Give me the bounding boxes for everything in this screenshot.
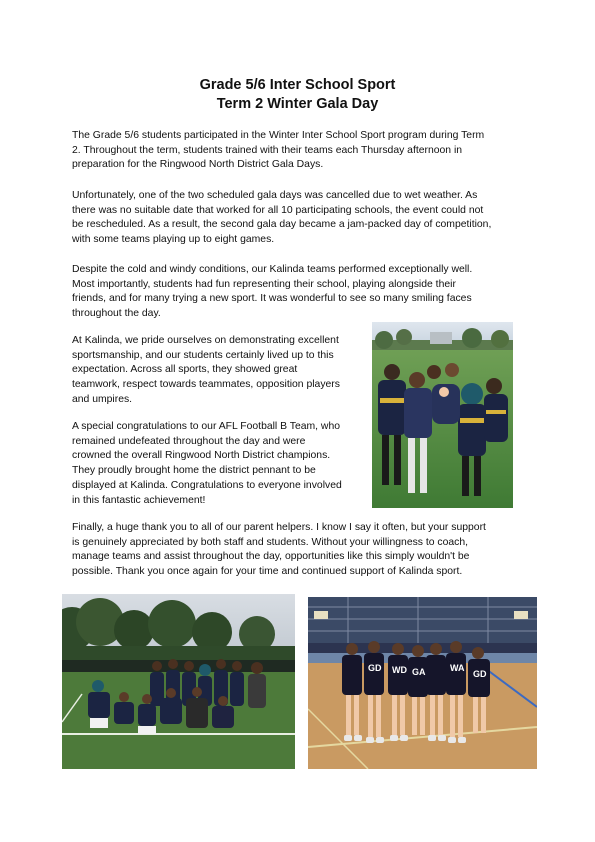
svg-text:GD: GD (368, 663, 382, 673)
text-line: Finally, a huge thank you to all of our parent helpers. I know I say it often, but your support (72, 522, 486, 533)
svg-text:WA: WA (450, 663, 465, 673)
text-line: 2. Throughout the term, students trained with their teams each Thursday afternoon in (72, 144, 463, 156)
title-line-2: Term 2 Winter Gala Day (216, 96, 379, 112)
paragraph-sportsmanship (72, 334, 340, 408)
svg-text:WD: WD (392, 665, 407, 675)
paragraph-afl-champions (72, 420, 342, 508)
text-line: be rescheduled. As a result, the second gala day became a jam-packed day of competition, (72, 219, 492, 231)
svg-text:GD: GD (473, 669, 487, 679)
team-huddle-photo (372, 322, 513, 508)
svg-text:GA: GA (412, 667, 426, 677)
paragraph-thanks (72, 521, 486, 580)
paragraph-conditions (72, 263, 472, 322)
text-line: Despite the cold and windy conditions, our Kalinda teams performed exceptionally well. (72, 264, 473, 275)
title-line-1: Grade 5/6 Inter School Sport (199, 77, 396, 93)
text-line: The Grade 5/6 students participated in the Winter Inter School Sport program during Term (72, 130, 485, 141)
text-line: At Kalinda, we pride ourselves on demonstrating excellent (72, 335, 339, 346)
page-title (0, 76, 595, 114)
netball-team-photo (308, 597, 537, 769)
text-line: A special congratulations to our AFL Football B Team, who (72, 421, 340, 432)
text-line: remained undefeated throughout the day and were (72, 435, 306, 447)
text-line: crowned the overall Ringwood North District champions. (72, 450, 331, 462)
text-line: with some teams playing up to eight games. (72, 234, 275, 246)
text-line: manage teams and assist throughout the day, opportunities like this simply wouldn't be (72, 551, 470, 563)
text-line: throughout the day. (72, 308, 161, 320)
text-line: expectation. Across all sports, they showed great (72, 364, 298, 376)
text-line: teamwork, respect towards teammates, opposition players (72, 379, 340, 391)
text-line: displayed at Kalinda. Congratulations to everyone involved (72, 479, 342, 491)
team-group-photo (62, 594, 295, 769)
text-line: is genuinely appreciated by both staff and students. Without your willingness to coach, (72, 536, 469, 548)
text-line: friends, and for many trying a new sport. It was wonderful to see so many smiling faces (72, 293, 472, 305)
paragraph-cancellation (72, 189, 491, 248)
text-line: They proudly brought home the district pennant to be (72, 465, 316, 477)
text-line: sportsmanship, and our students certainly lived up to this (72, 349, 334, 361)
text-line: and umpires. (72, 393, 133, 405)
text-line: Most importantly, students had fun representing their school, playing alongside their (72, 278, 456, 290)
text-line: Unfortunately, one of the two scheduled gala days was cancelled due to wet weather. As (72, 190, 478, 201)
paragraph-intro (72, 129, 484, 173)
text-line: possible. Thank you once again for your time and continued support of Kalinda sport. (72, 566, 463, 578)
text-line: there was no suitable date that worked for all 10 participating schools, the event could not (72, 204, 484, 216)
text-line: preparation for the Ringwood North District Gala Days. (72, 159, 324, 171)
text-line: in this fantastic achievement! (72, 494, 206, 506)
